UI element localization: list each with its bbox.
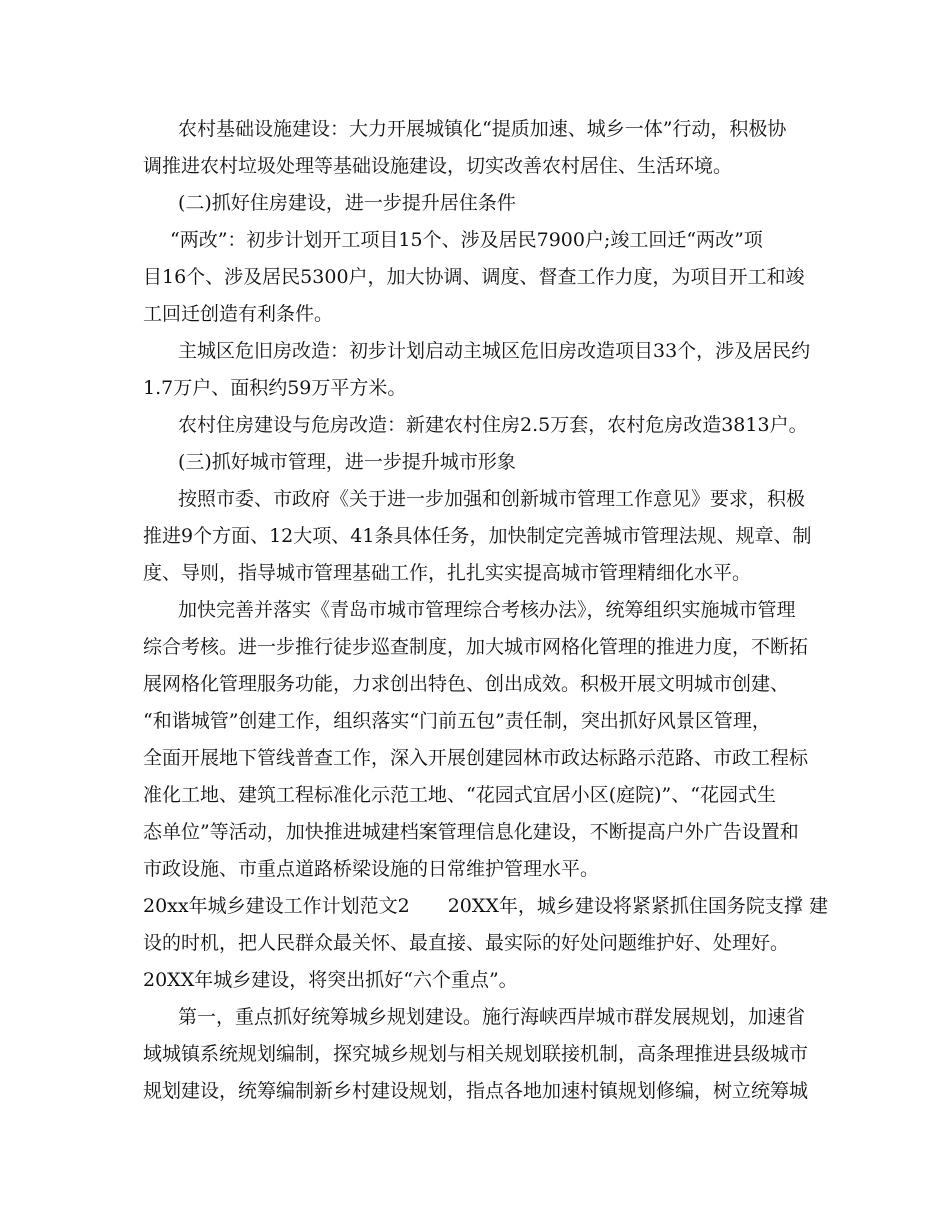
text-line: 规划建设，统筹编制新乡村建设规划，指点各地加速村镇规划修编，树立统筹城 (143, 1080, 809, 1102)
text-line: 推进9个方面、12大项、41条具体任务，加快制定完善城市管理法规、规章、制 (143, 525, 812, 547)
text-line: “和谐城管”创建工作，组织落实“门前五包”责任制，突出抓好风景区管理， (143, 710, 771, 732)
text-line: 加快完善并落实《青岛市城市管理综合考核办法》，统筹组织实施城市管理 (178, 599, 796, 621)
text-line: 展网格化管理服务功能，力求创出特色、创出成效。积极开展文明城市创建、 (143, 673, 790, 695)
text-line: 主城区危旧房改造：初步计划启动主城区危旧房改造项目33个，涉及居民约 (178, 340, 811, 362)
text-line: 准化工地、建筑工程标准化示范工地、“花园式宜居小区(庭院)”、“花园式生 (143, 784, 776, 806)
text-line: 1.7万户、面积约59万平方米。 (143, 377, 407, 399)
text-line: 态单位”等活动，加快推进城建档案管理信息化建设，不断提高户外广告设置和 (143, 821, 799, 843)
text-line: 按照市委、市政府《关于进一步加强和创新城市管理工作意见》要求，积极 (178, 488, 806, 510)
section-heading: (三)抓好城市管理，进一步提升城市形象 (178, 451, 516, 473)
text-line: 农村住房建设与危房改造：新建农村住房2.5万套，农村危房改造3813户。 (178, 414, 808, 436)
text-line: 农村基础设施建设：大力开展城镇化“提质加速、城乡一体”行动，积极协 (178, 118, 787, 140)
text-line: “两改”：初步计划开工项目15个、涉及居民7900户;竣工回迁“两改”项 (170, 229, 763, 251)
text-line: 域城镇系统规划编制，探究城乡规划与相关规划联接机制，高条理推进县级城市 (143, 1043, 809, 1065)
section-heading: (二)抓好住房建设，进一步提升居住条件 (178, 192, 516, 214)
text-line: 综合考核。进一步推行徒步巡查制度，加大城市网格化管理的推进力度，不断拓 (143, 636, 809, 658)
text-line: 第一，重点抓好统筹城乡规划建设。施行海峡西岸城市群发展规划，加速省 (178, 1006, 806, 1028)
text-line: 调推进农村垃圾处理等基础设施建设，切实改善农村居住、生活环境。 (143, 155, 733, 177)
text-line: 20XX年城乡建设，将突出抓好“六个重点”。 (143, 969, 518, 991)
text-line: 全面开展地下管线普查工作，深入开展创建园林市政达标路示范路、市政工程标 (143, 747, 809, 769)
text-line: 工回迁创造有利条件。 (143, 303, 334, 325)
text-line: 20xx年城乡建设工作计划范文2 20XX年，城乡建设将紧紧抓住国务院支撑 建 (143, 895, 828, 917)
text-line: 度、导则，指导城市管理基础工作，扎扎实实提高城市管理精细化水平。 (143, 562, 752, 584)
text-line: 市政设施、市重点道路桥梁设施的日常维护管理水平。 (143, 858, 600, 880)
text-line: 设的时机，把人民群众最关怀、最直接、最实际的好处问题维护好、处理好。 (143, 932, 790, 954)
text-line: 目16个、涉及居民5300户，加大协调、调度、督查工作力度，为项目开工和竣 (143, 266, 805, 288)
